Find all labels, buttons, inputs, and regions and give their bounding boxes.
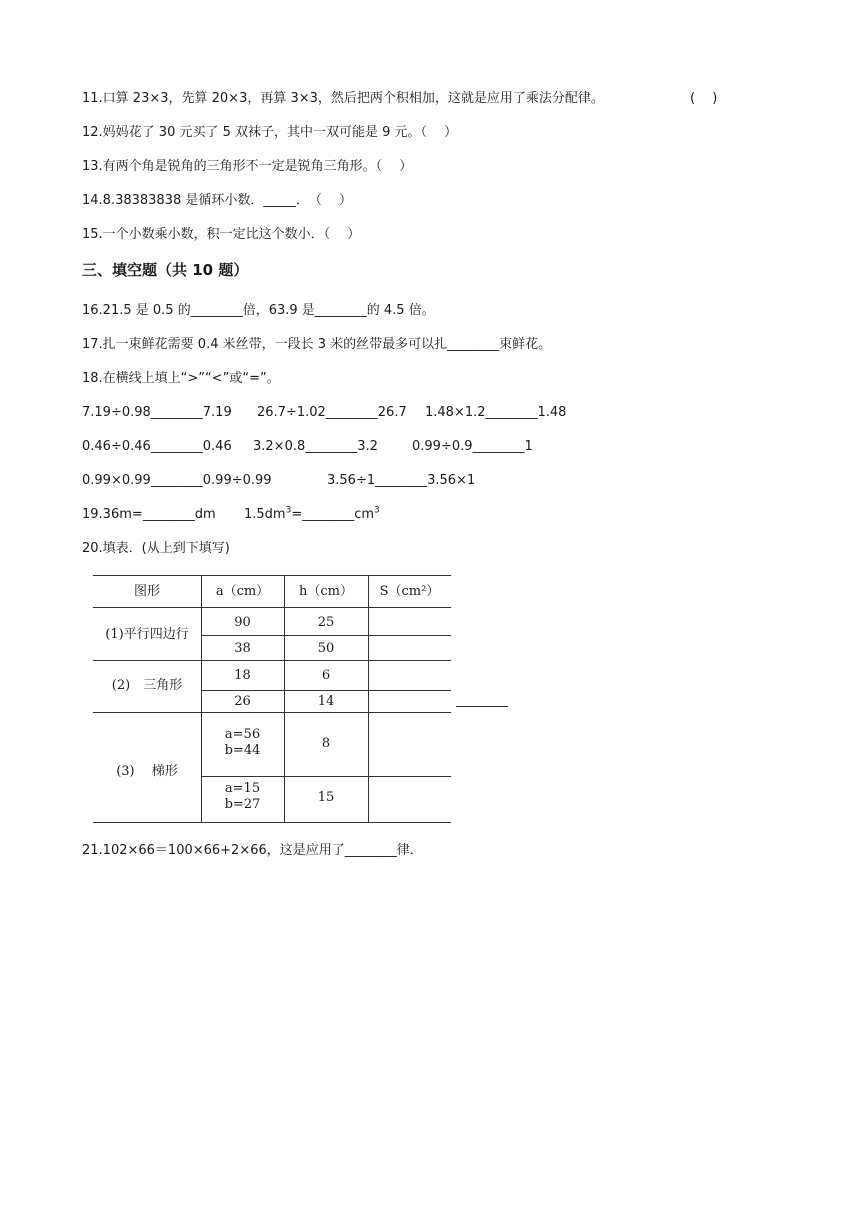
q19b-sup1: 3 [285, 505, 292, 516]
table-line [93, 575, 451, 576]
question-18-intro: 18.在横线上填上“>”“<”或“=”。 [82, 371, 280, 386]
q18-row1-item1: 7.19÷0.98________7.19 [82, 405, 232, 420]
q18-row1-item3: 1.48×1.2________1.48 [425, 405, 567, 420]
question-13: 13.有两个角是锐角的三角形不一定是锐角三角形。（ ） [82, 159, 413, 174]
table-cell-h: 25 [317, 615, 335, 630]
question-14-blank: _____ [263, 193, 296, 208]
table-shape-parallelogram: (1)平行四边行 [105, 627, 189, 642]
table-cell-a: 26 [234, 694, 251, 709]
question-12: 12.妈妈花了 30 元买了 5 双袜子，其中一双可能是 9 元。（ ） [82, 125, 458, 140]
q18-row3-item2: 3.56÷1________3.56×1 [327, 473, 476, 488]
question-19b [244, 506, 380, 524]
table-header-a: a（cm） [215, 584, 270, 599]
question-11 [82, 90, 604, 108]
q19b-prefix: 1.5dm [244, 507, 286, 522]
table-shape-triangle: (2) 三角形 [111, 678, 183, 693]
table-cell-a: 18 [234, 668, 251, 683]
table-line [93, 712, 451, 713]
section-title-fill-in: 三、填空题（共 10 题） [82, 261, 249, 279]
table-shape-trapezoid: (3) 梯形 [116, 764, 178, 779]
table-cell-h: 6 [321, 668, 331, 683]
question-19a: 19.36m=________dm [82, 507, 216, 522]
table-line [201, 635, 451, 636]
table-line [93, 607, 451, 608]
q18-row1-item2: 26.7÷1.02________26.7 [257, 405, 407, 420]
table-header-shape: 图形 [133, 584, 160, 599]
question-21: 21.102×66＝100×66+2×66，这是应用了________律． [82, 843, 423, 858]
q18-row2-item1: 0.46÷0.46________0.46 [82, 439, 232, 454]
table-line [368, 575, 369, 823]
question-11-paren: ( ) [690, 91, 718, 106]
table-line [93, 822, 451, 823]
table-cell-h: 14 [317, 694, 335, 709]
question-20-answer-blank: ________ [456, 693, 508, 708]
table-line [93, 660, 451, 661]
q19b-mid: =________cm [291, 507, 375, 522]
question-14 [82, 192, 352, 210]
table-cell-h: 15 [317, 790, 335, 805]
question-11-text: 11.口算 23×3，先算 20×3，再算 3×3，然后把两个积相加，这就是应用了乘法分配律。 [82, 91, 604, 106]
question-20-intro: 20.填表．(从上到下填写) [82, 541, 230, 556]
question-15: 15.一个小数乘小数，积一定比这个数小．（ ） [82, 227, 361, 242]
q18-row3-item1: 0.99×0.99________0.99÷0.99 [82, 473, 272, 488]
question-14-prefix: 14.8.38383838 是循环小数． [82, 193, 264, 208]
q18-row2-item3: 0.99÷0.9________1 [412, 439, 533, 454]
q19b-sup2: 3 [374, 505, 380, 516]
table-header-h: h（cm） [299, 584, 353, 599]
question-14-suffix: ． （ ） [295, 193, 353, 208]
table-cell-a: 38 [234, 641, 251, 656]
question-17: 17.扎一束鲜花需要 0.4 米丝带，一段长 3 米的丝带最多可以扎________束鲜花。 [82, 337, 552, 352]
q18-row2-item2: 3.2×0.8________3.2 [253, 439, 378, 454]
table-header-s: S（cm²） [379, 584, 440, 599]
question-16: 16.21.5 是 0.5 的________倍，63.9 是________的 4.5 倍。 [82, 303, 435, 318]
table-cell-a: a=56 b=44 [224, 727, 261, 758]
table-line [201, 776, 451, 777]
table-cell-h: 50 [317, 641, 335, 656]
table-cell-a: 90 [234, 615, 251, 630]
area-table [93, 575, 453, 823]
table-cell-h: 8 [321, 736, 331, 751]
table-line [201, 690, 451, 691]
table-cell-a: a=15 b=27 [224, 781, 261, 812]
